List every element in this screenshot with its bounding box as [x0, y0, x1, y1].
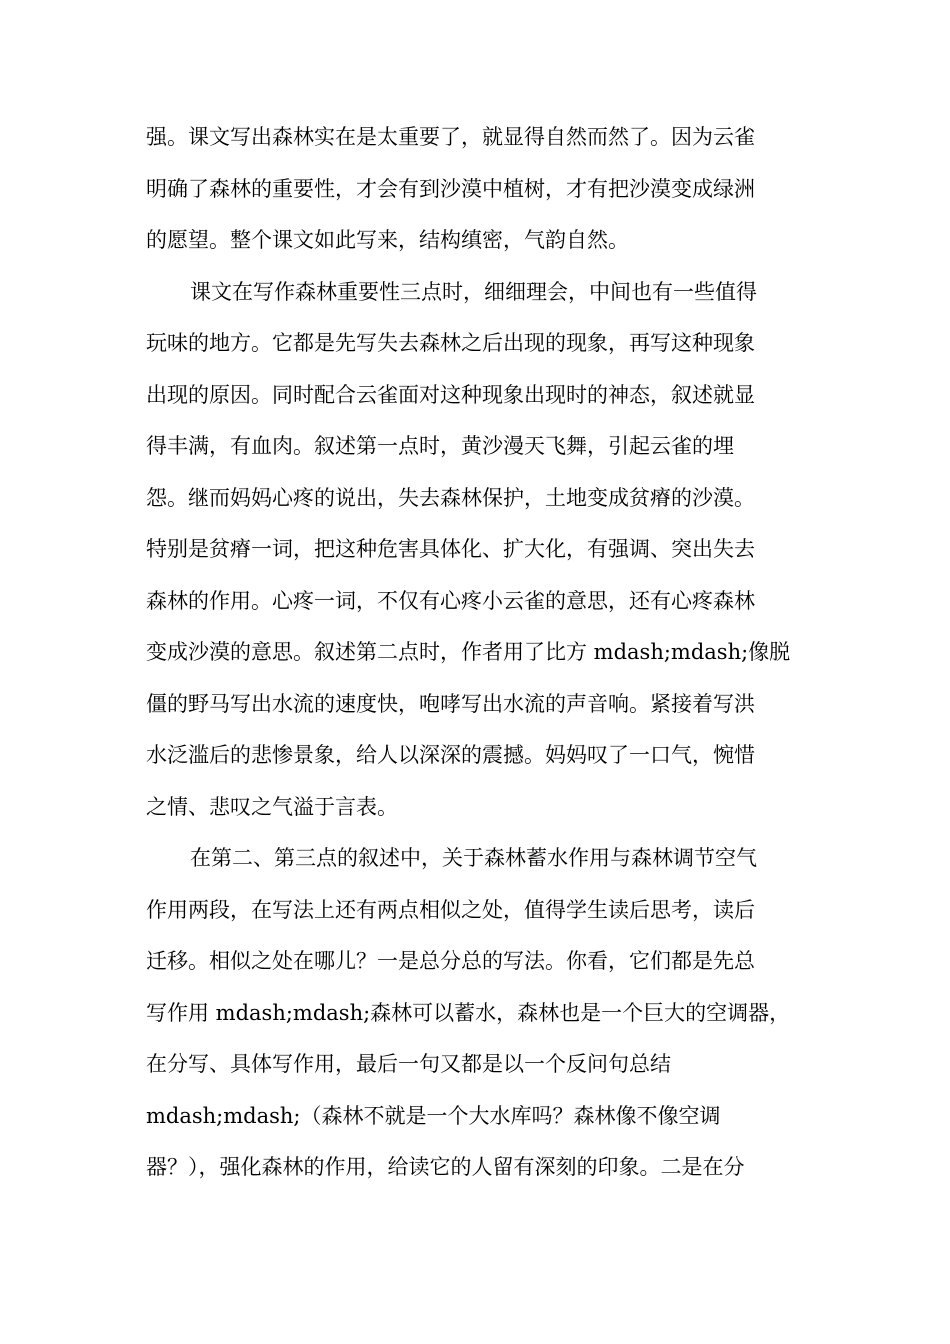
text-line: 得丰满，有血肉。叙述第一点时，黄沙漫天飞舞，引起云雀的埋 [146, 434, 734, 458]
text-line: 森林的作用。心疼一词，不仅有心疼小云雀的意思，还有心疼森林 [146, 588, 755, 613]
text-line: 之情、悲叹之气溢于言表。 [146, 794, 398, 819]
text-line: 写作用 mdash;mdash;森林可以蓄水，森林也是一个巨大的空调器， [146, 1000, 791, 1025]
text-line: 迁移。相似之处在哪儿？一是总分总的写法。你看，它们都是先总 [146, 949, 755, 973]
text-line: mdash;mdash;（森林不就是一个大水库吗？森林像不像空调 [146, 1103, 721, 1128]
text-line: 出现的原因。同时配合云雀面对这种现象出现时的神态，叙述就显 [146, 382, 755, 407]
text-line: 在分写、具体写作用，最后一句又都是以一个反问句总结 [146, 1052, 671, 1076]
text-line: 明确了森林的重要性，才会有到沙漠中植树，才有把沙漠变成绿洲 [146, 176, 755, 201]
text-line: 变成沙漠的意思。叙述第二点时，作者用了比方 mdash;mdash;像脱 [146, 640, 791, 664]
text-line: 特别是贫瘠一词，把这种危害具体化、扩大化，有强调、突出失去 [146, 537, 755, 561]
text-line: 课文在写作森林重要性三点时，细细理会，中间也有一些值得 [190, 279, 757, 304]
text-line: 怨。继而妈妈心疼的说出，失去森林保护，土地变成贫瘠的沙漠。 [146, 485, 755, 510]
body-text [146, 112, 806, 1194]
text-line: 水泛滥后的悲惨景象，给人以深深的震撼。妈妈叹了一口气，惋惜 [146, 743, 755, 767]
text-line: 的愿望。整个课文如此写来，结构缜密，气韵自然。 [146, 228, 629, 252]
text-line: 僵的野马写出水流的速度快，咆哮写出水流的声音响。紧接着写洪 [146, 691, 755, 716]
text-line: 强。课文写出森林实在是太重要了，就显得自然而然了。因为云雀 [146, 125, 755, 149]
text-line: 作用两段，在写法上还有两点相似之处，值得学生读后思考，读后 [146, 897, 755, 922]
text-line: 在第二、第三点的叙述中，关于森林蓄水作用与森林调节空气 [190, 846, 757, 870]
text-line: 器？），强化森林的作用，给读它的人留有深刻的印象。二是在分 [146, 1155, 745, 1179]
text-line: 玩味的地方。它都是先写失去森林之后出现的现象，再写这种现象 [146, 331, 755, 355]
